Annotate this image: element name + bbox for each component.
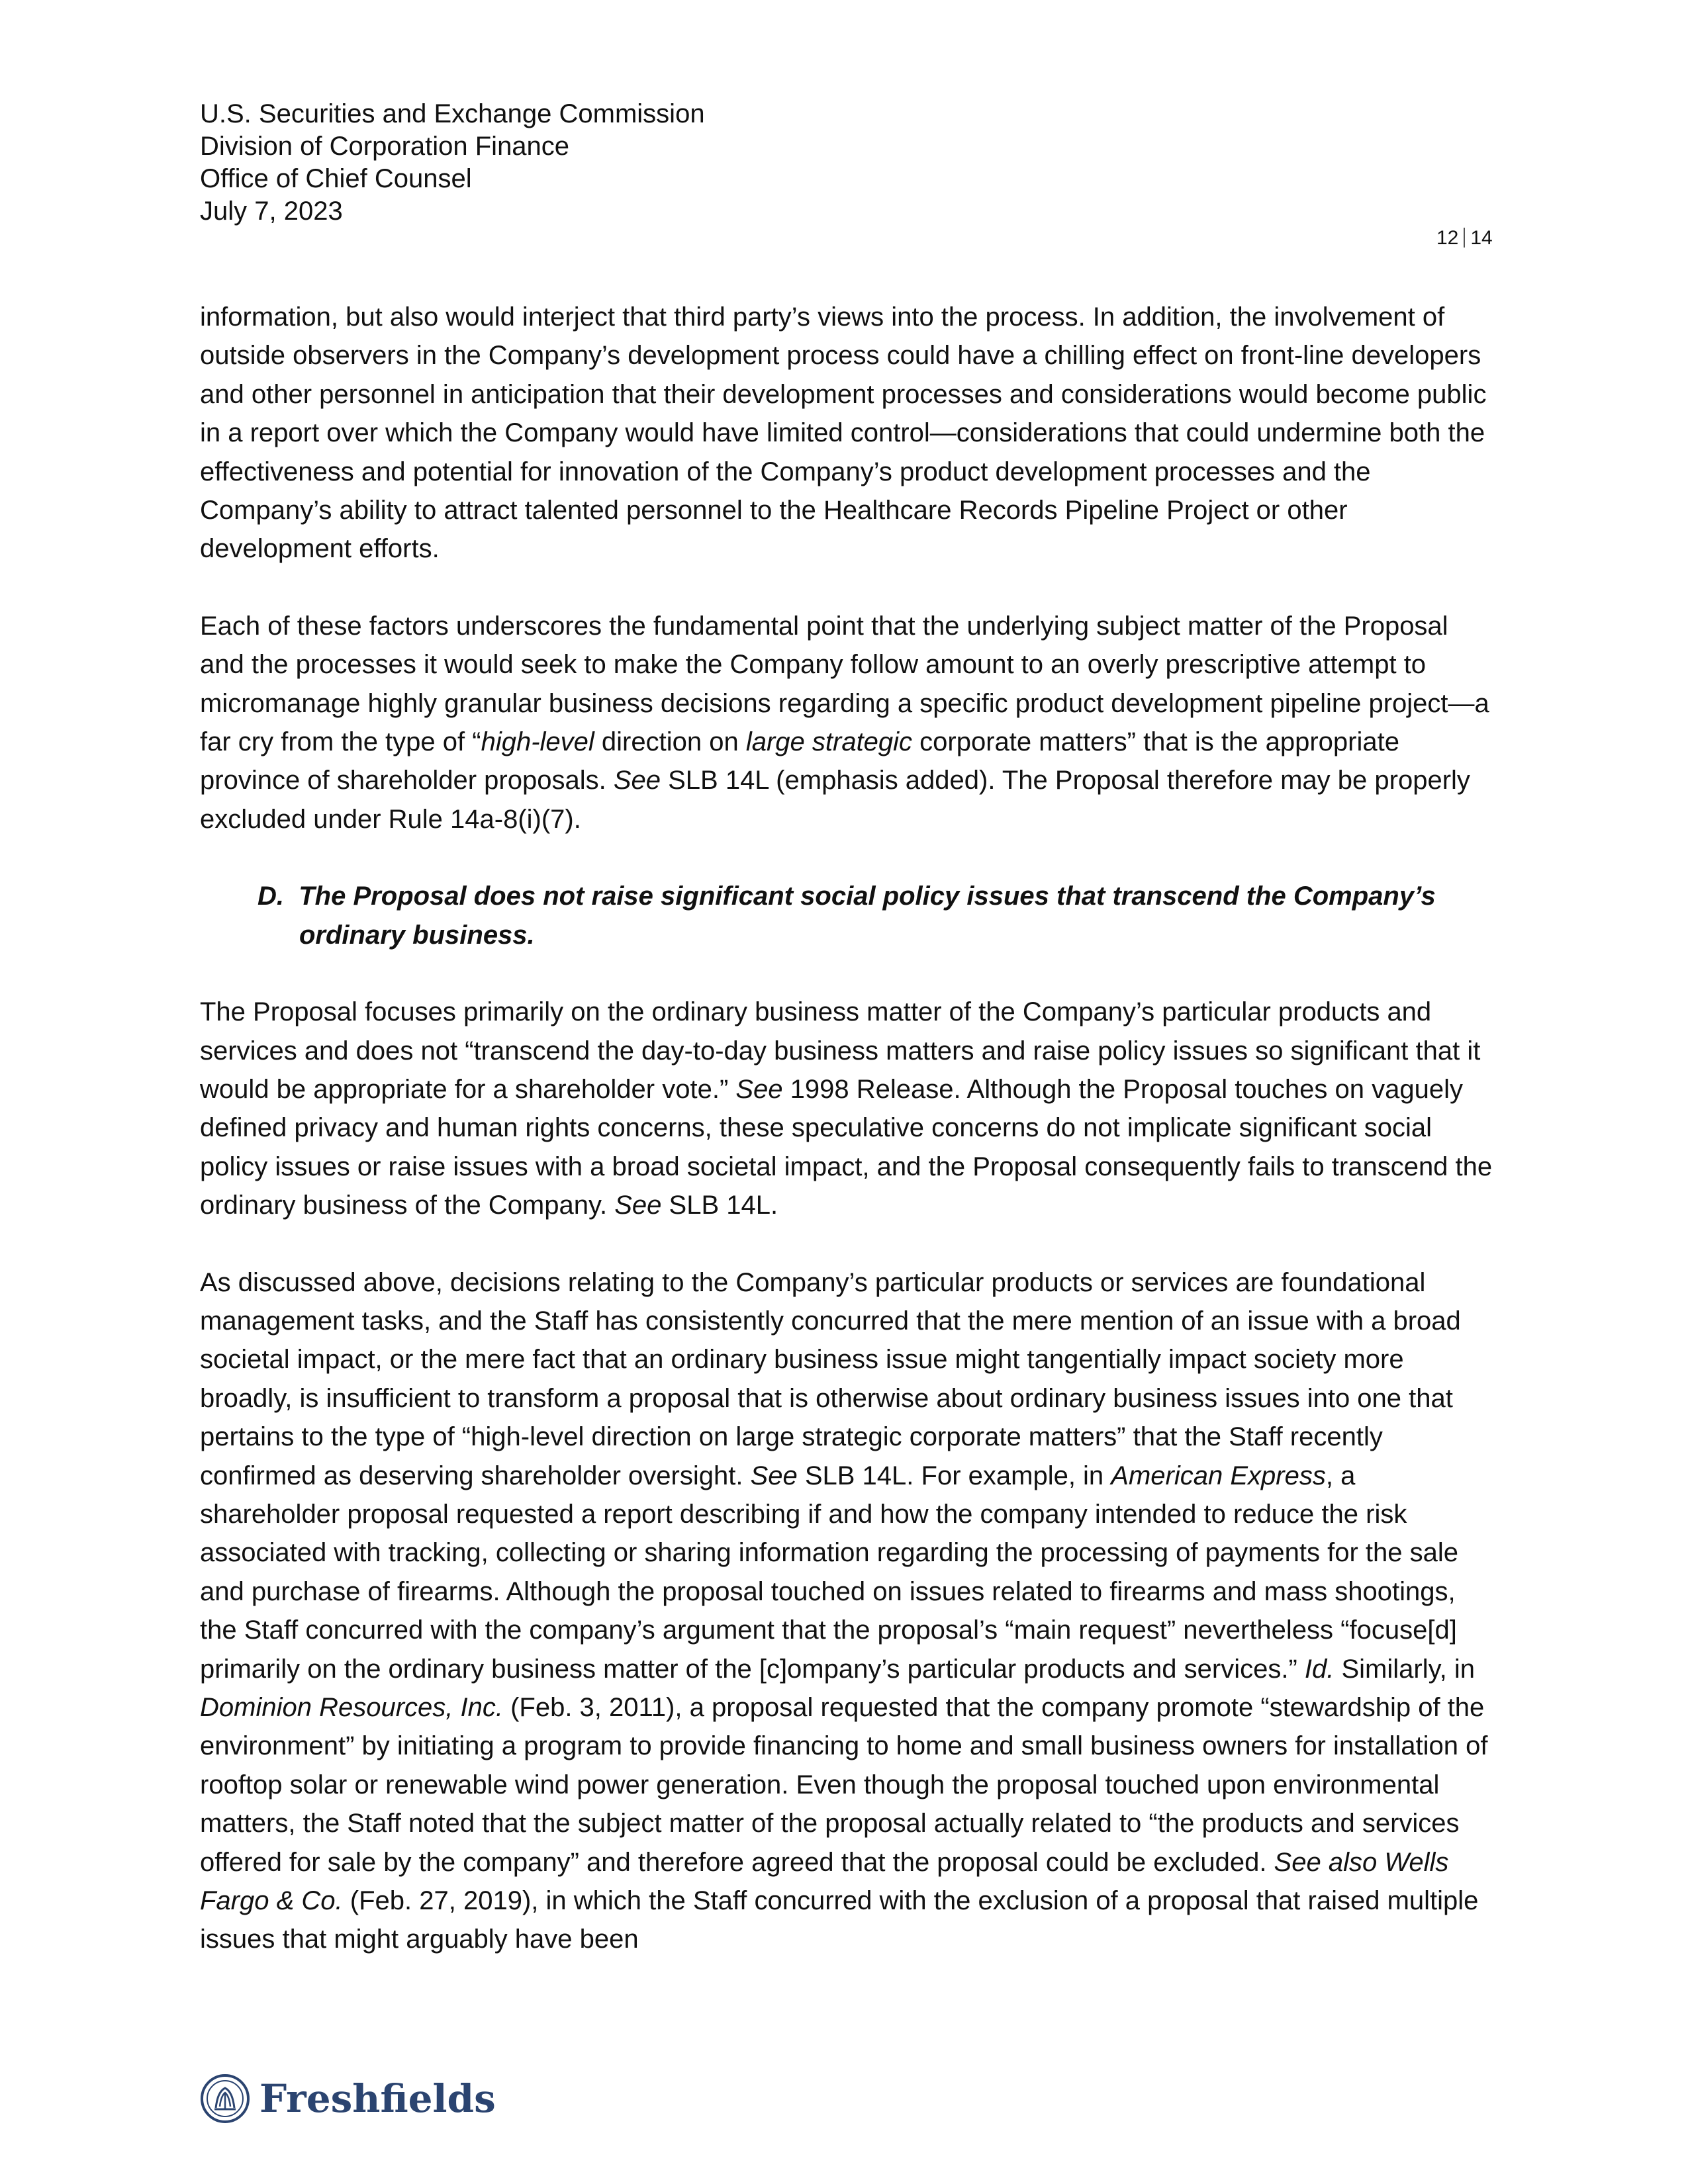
p4-text-e: , a shareholder proposal requested a report describing if and how the company intended to reduce the risk associated with tracking, collecting or sharing information regarding the processing of payments for the sale and purchase of firearms. Although the proposal touched on issues related to firearms and mass shootings, the Staff concurred with the company’s argument that the proposal’s “main request” nevertheless “focuse[d] primarily on the ordinary business matter of the [c]ompany’s particular products and services.” [200,1461,1458,1684]
p4-id: Id. [1304,1654,1335,1684]
header-recipient: U.S. Securities and Exchange Commission [200,99,705,128]
p2-see: See [613,766,661,796]
p4-text-i: (Feb. 3, 2011), a proposal requested that the company promote “stewardship of the environment” by initiating a program to provide financing to home and small business owners for installation of rooftop solar or renewable wind power generation. Even though the proposal touched upon environmental matters, the Staff noted that the subject matter of the proposal actually related to “the products and services offered for sale by the company” and therefore agreed that the proposal could be excluded. [200,1693,1488,1877]
p2-emphasis-large-strategic: large strategic [745,727,913,757]
p4-case-dominion: Dominion Resources, Inc. [200,1693,503,1722]
p3-see-2: See [614,1191,662,1220]
p2-text-e: corporate matters” that is the appropriate province of shareholder proposals. [200,727,1399,796]
page-number [1436,226,1523,250]
paragraph-4 [200,1263,1497,1959]
header-office: Office of Chief Counsel [200,164,472,193]
freshfields-wordmark: Freshfields [259,2076,496,2121]
page-separator [1464,228,1465,248]
paragraph-1-text: information, but also would interject that third party’s views into the process. In addition, the involvement of outside observers in the Company’s development process could have a chilling effect on front-line developers and other personnel in anticipation that their development processes and considerations would become public in a report over which the Company would have limited control—considerations that could undermine both the effectiveness and potential for innovation of the Company’s product development processes and the Company’s ability to attract talented personnel to the Healthcare Records Pipeline Project or other development efforts. [200,302,1487,564]
p4-case-american-express: American Express [1111,1461,1326,1490]
section-heading-text: The Proposal does not raise significant social policy issues that transcend the Company’s ordinary business. [299,882,1436,950]
p2-text-c: direction on [594,727,746,757]
p2-text-a: Each of these factors underscores the fundamental point that the underlying subject matter of the Proposal and the processes it would seek to make the Company follow amount to an overly prescriptive attempt to micromanage highly granular business decisions regarding a specific product development pipeline project—a far cry from the type of “ [200,611,1489,757]
letter-header [200,98,705,228]
p4-text-a: As discussed above, decisions relating to the Company’s particular products or services are foundational management tasks, and the Staff has consistently concurred that the mere mention of an issue with a broad societal impact, or the mere fact that an ordinary business issue might tangentially impact society more broadly, is insufficient to transform a proposal that is otherwise about ordinary business issues into one that pertains to the type of “high-level direction on large strategic corporate matters” that the Staff recently confirmed as deserving shareholder oversight. [200,1267,1461,1490]
header-division: Division of Corporation Finance [200,132,570,161]
document-body [200,298,1497,1959]
p3-text-c: 1998 Release. Although the Proposal touches on vaguely defined privacy and human rights concerns, these speculative concerns do not implicate significant social policy issues or raise issues with a broad societal impact, and the Proposal consequently fails to transcend the ordinary business of the Company. [200,1074,1493,1220]
p4-text-c: SLB 14L. For example, in [797,1461,1111,1490]
footer-logo [200,2068,496,2129]
paragraph-1 [200,298,1497,569]
p4-see: See [750,1461,798,1490]
p4-case-wells-fargo: See also Wells Fargo & Co. [200,1847,1449,1916]
page-current: 12 [1436,227,1459,249]
page-total: 14 [1470,227,1493,249]
paragraph-2 [200,607,1497,839]
p3-see-1: See [735,1074,783,1104]
p3-text-e: SLB 14L. [661,1191,778,1220]
section-heading-label: D. [258,882,284,911]
p4-text-g: Similarly, in [1334,1654,1475,1684]
header-date: July 7, 2023 [200,197,343,226]
section-heading-d [200,877,1497,954]
p4-text-k: (Feb. 27, 2019), in which the Staff concurred with the exclusion of a proposal that raised multiple issues that might arguably have been [200,1886,1479,1954]
paragraph-3 [200,993,1497,1224]
p2-emphasis-high-level: high-level [481,727,594,757]
p2-text-g: SLB 14L (emphasis added). The Proposal therefore may be properly excluded under Rule 14a-8(i)(7). [200,766,1470,834]
p3-text-a: The Proposal focuses primarily on the ordinary business matter of the Company’s particular products and services and does not “transcend the day-to-day business matters and raise policy issues so significant that it would be appropriate for a shareholder vote.” [200,997,1481,1104]
freshfields-seal-icon [200,2073,250,2124]
